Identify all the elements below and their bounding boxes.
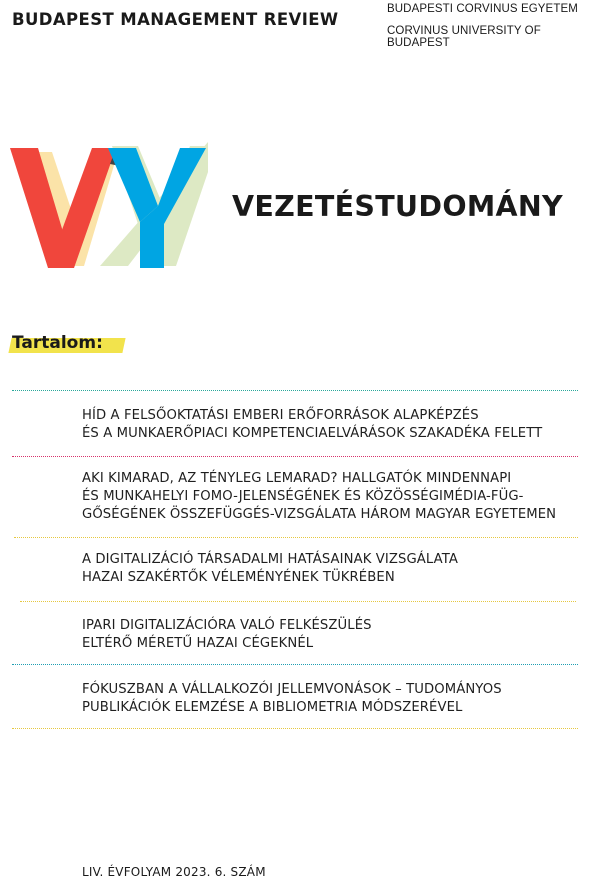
toc-separator	[12, 390, 578, 391]
toc-entry-line: HAZAI SZAKÉRTŐK VÉLEMÉNYÉNEK TÜKRÉBEN	[82, 570, 395, 585]
toc-entry[interactable]	[82, 470, 582, 524]
toc-separator	[20, 601, 576, 602]
toc-entry[interactable]	[82, 407, 582, 443]
toc-entry[interactable]	[82, 551, 582, 587]
toc-entry[interactable]	[82, 681, 582, 717]
toc-separator	[12, 728, 578, 729]
toc-entry-line: HÍD A FELSŐOKTATÁSI EMBERI ERŐFORRÁSOK ALAPKÉPZÉS	[82, 408, 479, 423]
toc-separator	[12, 664, 578, 665]
toc-entry-line: GŐSÉGÉNEK ÖSSZEFÜGGÉS-VIZSGÁLATA HÁROM MAGYAR EGYETEMEN	[82, 507, 557, 522]
volume-info: LIV. ÉVFOLYAM 2023. 6. SZÁM	[82, 865, 266, 879]
university-name-en: CORVINUS UNIVERSITY OF BUDAPEST	[387, 25, 541, 49]
toc-entry-line: PUBLIKÁCIÓK ELEMZÉSE A BIBLIOMETRIA MÓDSZERÉVEL	[82, 700, 463, 715]
toc-heading	[12, 333, 103, 353]
toc-entry-line: AKI KIMARAD, AZ TÉNYLEG LEMARAD? HALLGATÓK MINDENNAPI	[82, 471, 512, 486]
toc-entry-line: ÉS A MUNKAERŐPIACI KOMPETENCIAELVÁRÁSOK SZAKADÉKA FELETT	[82, 426, 543, 441]
toc-entry-line: A DIGITALIZÁCIÓ TÁRSADALMI HATÁSAINAK VIZSGÁLATA	[82, 552, 459, 567]
toc-entry-line: ÉS MUNKAHELYI FOMO-JELENSÉGÉNEK ÉS KÖZÖSSÉGIMÉDIA-FÜG-	[82, 489, 524, 504]
toc-heading-text: Tartalom:	[12, 333, 103, 353]
vezetestudomany-logo	[8, 142, 208, 275]
vx-logo-icon	[8, 142, 208, 270]
toc-entry-line: FÓKUSZBAN A VÁLLALKOZÓI JELLEMVONÁSOK – TUDOMÁNYOS	[82, 682, 502, 697]
toc-entry[interactable]	[82, 617, 582, 653]
journal-title: BUDAPEST MANAGEMENT REVIEW	[12, 10, 339, 29]
brand-title: VEZETÉSTUDOMÁNY	[232, 190, 563, 223]
toc-entry-line: ELTÉRŐ MÉRETŰ HAZAI CÉGEKNÉL	[82, 636, 314, 651]
toc-entry-line: IPARI DIGITALIZÁCIÓRA VALÓ FELKÉSZÜLÉS	[82, 618, 372, 633]
toc-separator	[14, 537, 578, 538]
toc-separator	[12, 456, 578, 457]
university-name-hu: BUDAPESTI CORVINUS EGYETEM	[387, 3, 578, 15]
